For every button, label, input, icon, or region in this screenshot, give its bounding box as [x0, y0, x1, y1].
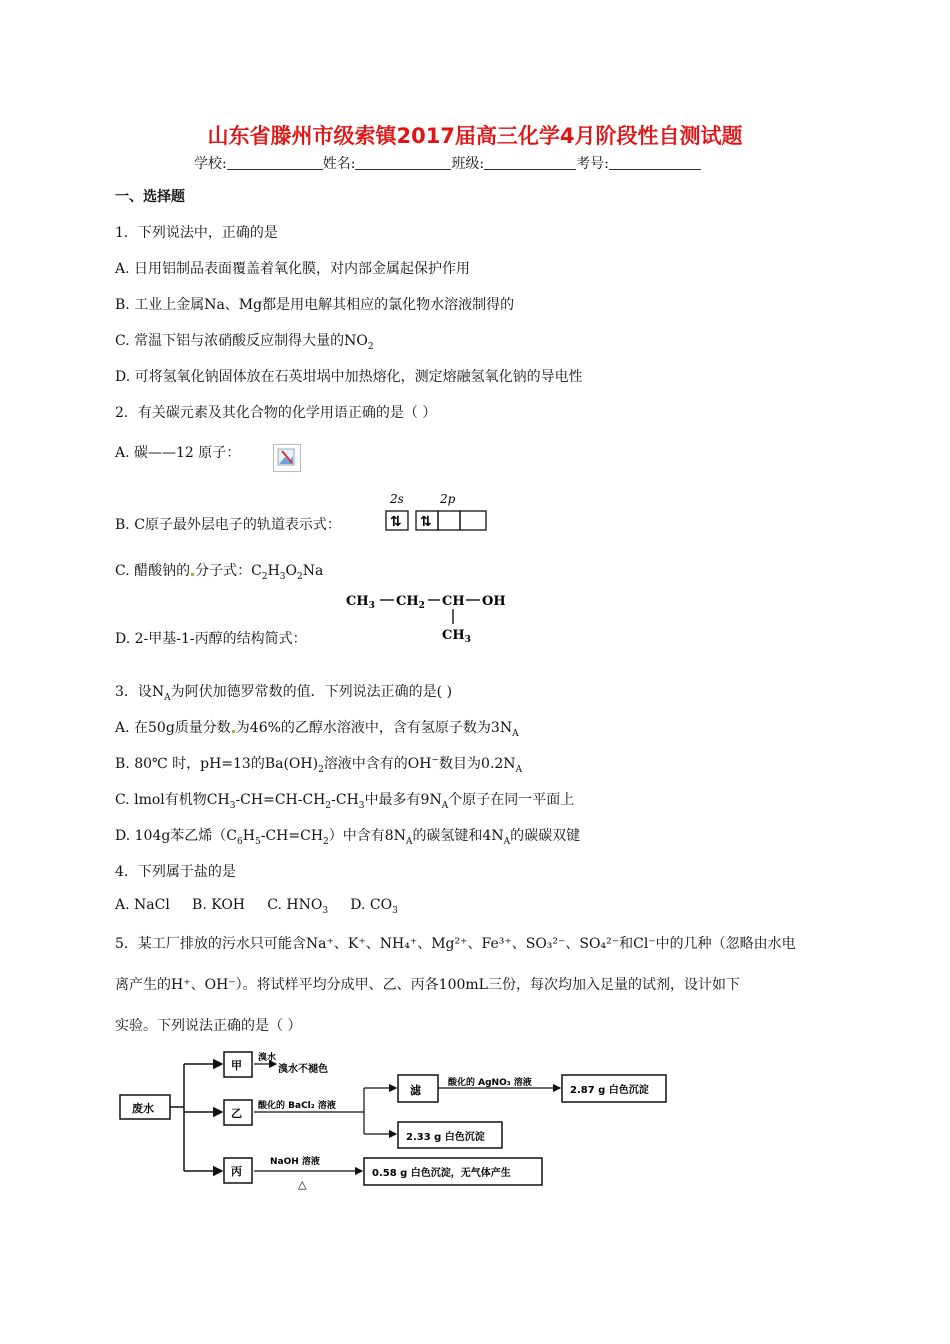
q2-option-c-formula: 分子式：C — [195, 563, 262, 579]
subscript: A — [503, 836, 511, 847]
q3-option-d-text: D. 104g苯乙烯（C — [115, 828, 238, 844]
subscript: 3 — [464, 635, 471, 645]
jia-label: 甲 — [231, 1059, 242, 1072]
q3-option-a-text: A. 在50g质量分数 — [115, 720, 231, 736]
q3-option-d — [115, 825, 580, 847]
q5-stem-line1: 5．某工厂排放的污水只可能含Na⁺、K⁺、NH₄⁺、Mg²⁺、Fe³⁺、SO₃²⁻、SO₄²⁻和Cl⁻中的几种（忽略由水电 — [115, 936, 796, 952]
q1-option-c — [115, 330, 374, 352]
ch2-group: CH — [396, 594, 419, 609]
element-o: O — [285, 563, 298, 579]
subscript: 3 — [322, 905, 329, 916]
superscript: − — [431, 755, 440, 766]
q3-option-b-text: B. 80℃ 时，pH=13的Ba(OH) — [115, 756, 319, 772]
bromine-result: 溴水不褪色 — [278, 1064, 328, 1075]
q3-option-c-text: C. lmol有机物CH — [115, 792, 230, 808]
orbital-diagram — [384, 492, 494, 538]
exam-no-blank[interactable] — [609, 155, 701, 170]
waste-label: 废水 — [132, 1102, 154, 1115]
svg-text:CH2 — [396, 594, 425, 611]
q2-stem: 2．有关碳元素及其化合物的化学用语正确的是（ ） — [115, 405, 437, 421]
element-na: Na — [302, 563, 324, 579]
subscript: A — [512, 728, 519, 739]
q4-options — [115, 897, 398, 916]
bromine-reagent: 溴水 — [258, 1053, 277, 1063]
subscript: 2 — [367, 341, 374, 352]
subscript: 2 — [418, 601, 425, 611]
q3-option-c-part: 中最多有9N — [364, 792, 442, 808]
q3-option-b-tail: 数目为0.2N — [439, 756, 516, 772]
q5-stem-line2: 离产生的H⁺、OH⁻）。将试样平均分成甲、乙、丙各100mL三份，每次均加入足量的试剂，设计如下 — [115, 977, 740, 993]
subscript: 2 — [297, 571, 303, 582]
q3-option-b-mid: 溶液中含有的OH — [323, 756, 432, 772]
q1-option-d: D. 可将氢氧化钠固体放在石英坩埚中加热熔化，测定熔融氢氧化钠的导电性 — [115, 369, 583, 385]
subscript: 3 — [368, 601, 375, 611]
name-blank[interactable] — [355, 155, 451, 170]
heat-symbol: △ — [298, 1178, 307, 1191]
q3-option-c — [115, 789, 574, 811]
page-title: 山东省滕州市级索镇2017届高三化学4月阶段性自测试题 — [207, 124, 743, 148]
bing-label: 丙 — [231, 1165, 242, 1178]
baso4-result: 2.33 g 白色沉淀 — [406, 1132, 485, 1143]
subscript: 3 — [279, 571, 286, 582]
subscript: 6 — [237, 836, 243, 847]
agno3-reagent: 酸化的 AgNO₃ 溶液 — [448, 1078, 532, 1088]
q1-option-c-text: C. 常温下铝与浓硝酸反应制得大量的NO — [115, 333, 368, 349]
spin-pair-icon: ⇅ — [390, 514, 402, 530]
orbital-box-2p-2 — [438, 511, 460, 530]
name-label: 姓名: — [322, 156, 356, 172]
q4-option-d: D. CO — [328, 897, 393, 913]
bacl2-reagent: 酸化的 BaCl₂ 溶液 — [258, 1101, 336, 1111]
q3-option-a-tail: 为46%的乙醇水溶液中，含有氢原子数为3N — [235, 720, 513, 736]
q3-option-c-part: -CH=CH-CH — [235, 792, 326, 808]
subscript: A — [515, 764, 523, 775]
q2-option-a: A. 碳——12 原子： — [115, 445, 241, 461]
speck — [232, 730, 235, 733]
q3-stem-text: 3．设N — [115, 684, 165, 700]
section-heading: 一、选择题 — [115, 189, 185, 205]
subscript: A — [164, 692, 171, 703]
q3-option-b — [115, 753, 522, 775]
q3-option-c-part: -CH — [331, 792, 359, 808]
subscript: A — [405, 836, 413, 847]
subscript: 2 — [323, 836, 329, 847]
element-h: H — [242, 828, 255, 844]
agcl-result: 2.87 g 白色沉淀 — [570, 1085, 649, 1096]
ch3-group: CH — [346, 594, 369, 609]
subscript: 2 — [261, 571, 268, 582]
mg-result: 0.58 g 白色沉淀，无气体产生 — [372, 1168, 511, 1179]
school-blank[interactable] — [227, 155, 323, 170]
svg-text:CH3 — [442, 628, 471, 645]
class-blank[interactable] — [484, 155, 576, 170]
subscript: 3 — [358, 800, 365, 811]
q2-option-c-text: C. 醋酸钠的 — [115, 563, 191, 579]
element-h: H — [267, 563, 280, 579]
structural-formula — [346, 588, 516, 649]
speck — [191, 573, 194, 576]
orbital-box-2p-3 — [460, 511, 486, 530]
subscript: 5 — [254, 836, 261, 847]
orbital-2s-label: 2s — [390, 492, 404, 506]
experiment-flowchart — [118, 1048, 678, 1202]
q3-stem-tail: 为阿伏加德罗常数的值．下列说法正确的是( ) — [170, 684, 453, 700]
spin-pair-icon: ⇅ — [420, 514, 432, 530]
q3-option-d-part: 的碳氢键和4N — [412, 828, 504, 844]
q3-option-a — [115, 717, 519, 739]
q3-stem — [115, 681, 452, 703]
subscript: 3 — [392, 905, 398, 916]
school-label: 学校: — [194, 156, 227, 172]
q2-option-b: B. C原子最外层电子的轨道表示式： — [115, 517, 341, 533]
naoh-reagent: NaOH 溶液 — [270, 1157, 320, 1167]
ch3-branch: CH — [442, 628, 465, 643]
q3-option-d-tail: 的碳碳双键 — [510, 828, 581, 844]
q2-option-d: D. 2-甲基-1-丙醇的结构简式： — [115, 631, 307, 647]
q3-option-c-tail: 个原子在同一平面上 — [448, 792, 575, 808]
oh-group: OH — [482, 594, 506, 609]
exam-no-label: 考号: — [576, 156, 609, 172]
student-info-line — [194, 153, 701, 173]
q3-option-d-part: -CH=CH — [260, 828, 324, 844]
q4-stem: 4．下列属于盐的是 — [115, 864, 236, 880]
ch-group: CH — [442, 594, 465, 609]
broken-image-icon — [273, 444, 301, 472]
subscript: 3 — [229, 800, 236, 811]
q4-options-text: A. NaCl B. KOH C. HNO — [115, 897, 323, 913]
q1-stem: 1．下列说法中，正确的是 — [115, 225, 278, 241]
subscript: 2 — [318, 764, 324, 775]
class-label: 班级: — [451, 156, 485, 172]
q2-option-c — [115, 560, 323, 582]
q1-option-a: A. 日用铝制品表面覆盖着氧化膜，对内部金属起保护作用 — [115, 261, 471, 277]
subscript: 2 — [325, 800, 332, 811]
q1-option-b: B. 工业上金属Na、Mg都是用电解其相应的氯化物水溶液制得的 — [115, 297, 515, 313]
subscript: A — [441, 800, 449, 811]
yi-label: 乙 — [231, 1107, 242, 1120]
orbital-2p-label: 2p — [440, 492, 456, 506]
q3-option-d-part: ）中含有8N — [328, 828, 406, 844]
svg-text:CH3 — [346, 594, 375, 611]
filtrate-label: 滤 — [410, 1084, 421, 1097]
q5-stem-line3: 实验。下列说法正确的是（ ） — [115, 1018, 302, 1034]
